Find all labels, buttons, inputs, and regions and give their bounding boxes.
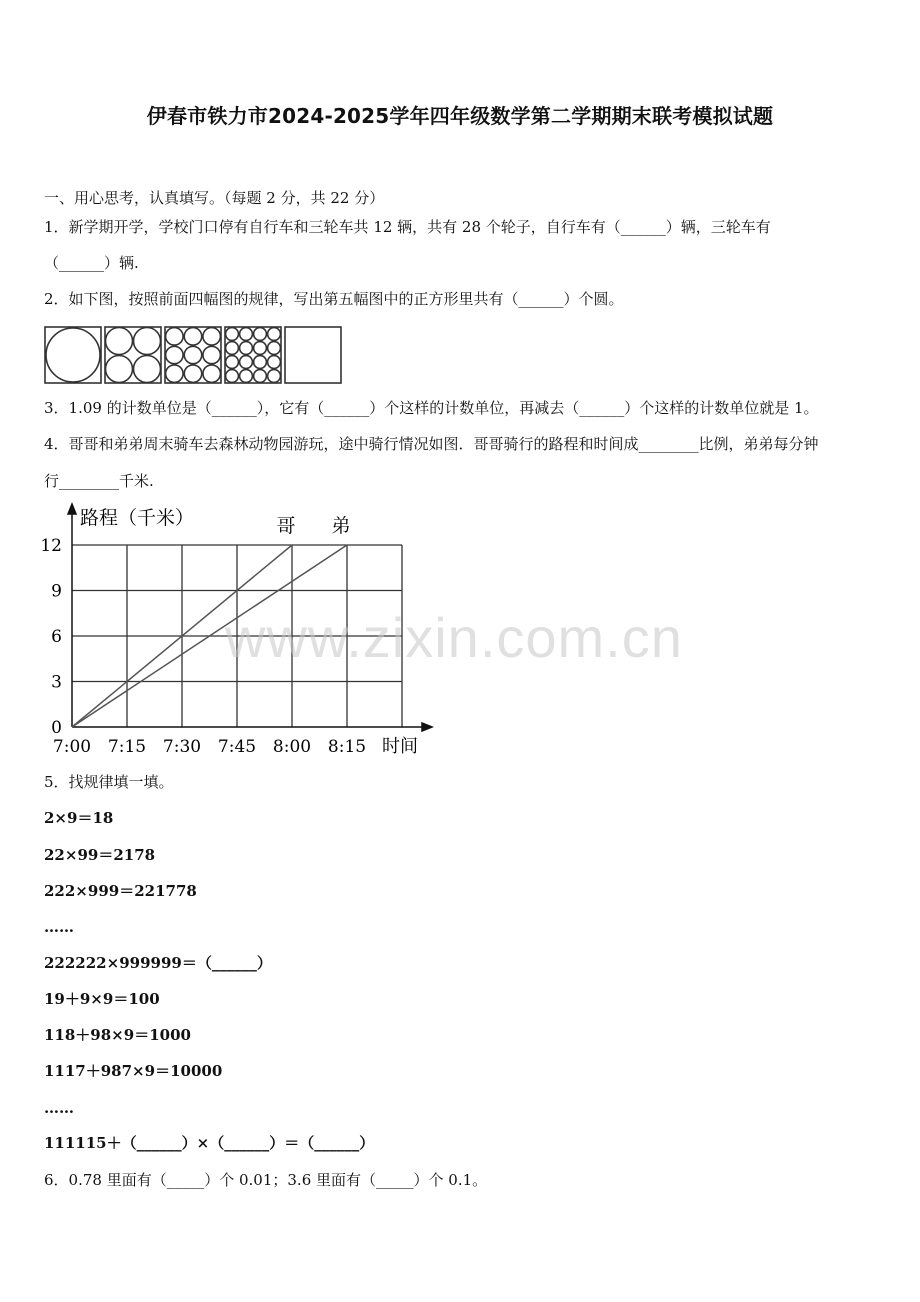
y-axis-arrow xyxy=(68,504,76,514)
question-1-line-1: 1．新学期开学，学校门口停有自行车和三轮车共 12 辆，共有 28 个轮子，自行车有（______）辆，三轮车有 xyxy=(44,218,771,236)
x-tick-label: 7:00 xyxy=(52,737,92,757)
pattern-circle xyxy=(203,328,220,345)
pattern-line: …… xyxy=(44,918,74,936)
pattern-circle xyxy=(240,356,253,369)
x-tick-label: 7:15 xyxy=(107,737,147,757)
pattern-circle xyxy=(226,328,239,341)
pattern-line: 22×99＝2178 xyxy=(44,846,156,864)
x-axis-label: 时间 xyxy=(382,736,418,757)
pattern-circle xyxy=(254,342,267,355)
pattern-circle xyxy=(226,356,239,369)
question-5-heading: 5．找规律填一填。 xyxy=(44,773,174,791)
series-label: 哥 xyxy=(276,515,296,537)
pattern-circle xyxy=(268,328,281,341)
pattern-line: 111115＋（______）×（______）＝（______） xyxy=(44,1134,375,1152)
square-3 xyxy=(165,327,221,383)
pattern-circle xyxy=(254,328,267,341)
pattern-circle xyxy=(184,328,201,345)
watermark: www.zixin.com.cn xyxy=(225,606,683,669)
x-tick-label: 7:30 xyxy=(162,737,202,757)
square-2 xyxy=(105,327,161,383)
x-tick-label: 8:00 xyxy=(272,737,312,757)
pattern-circle xyxy=(268,342,281,355)
pattern-circle xyxy=(166,346,183,363)
section-heading: 一、用心思考，认真填写。（每题 2 分，共 22 分） xyxy=(44,189,385,207)
page-title: 伊春市铁力市2024-2025学年四年级数学第二学期期末联考模拟试题 xyxy=(146,104,774,128)
square-5 xyxy=(285,327,341,383)
x-tick-label: 7:45 xyxy=(217,737,257,757)
y-tick-label: 3 xyxy=(51,672,62,693)
pattern-line: 2×9＝18 xyxy=(44,809,114,827)
pattern-circle xyxy=(268,370,281,383)
pattern-circle xyxy=(240,328,253,341)
y-tick-label: 0 xyxy=(51,718,62,738)
pattern-line: 222×999＝221778 xyxy=(44,882,197,900)
y-tick-label: 12 xyxy=(40,536,62,556)
pattern-line: 19＋9×9＝100 xyxy=(44,990,160,1008)
y-axis-label: 路程（千米） xyxy=(80,507,195,529)
question-2-text: 2．如下图，按照前面四幅图的规律，写出第五幅图中的正方形里共有（______）个圆。 xyxy=(44,290,624,308)
pattern-circle xyxy=(240,370,253,383)
question-4-line-1: 4．哥哥和弟弟周末骑车去森林动物园游玩，途中骑行情况如图．哥哥骑行的路程和时间成________比例，弟弟每分钟 xyxy=(44,435,819,453)
series-label: 弟 xyxy=(331,515,351,537)
pattern-circle xyxy=(226,370,239,383)
y-tick-label: 9 xyxy=(51,581,62,602)
pattern-circle xyxy=(184,365,201,382)
square-1-circle xyxy=(46,328,100,382)
pattern-circle xyxy=(203,365,220,382)
pattern-line: …… xyxy=(44,1099,74,1117)
pattern-circle xyxy=(226,342,239,355)
circle-pattern-figure xyxy=(44,326,344,384)
pattern-line: 1117＋987×9＝10000 xyxy=(44,1062,223,1080)
pattern-circle xyxy=(254,356,267,369)
pattern-circle xyxy=(166,365,183,382)
pattern-circle xyxy=(166,328,183,345)
question-6-text: 6．0.78 里面有（_____）个 0.01；3.6 里面有（_____）个 0.1。 xyxy=(44,1171,488,1189)
y-tick-label: 6 xyxy=(51,627,62,647)
question-1-line-2: （______）辆. xyxy=(44,254,139,272)
pattern-line: 222222×999999＝（______） xyxy=(44,954,272,972)
pattern-circle xyxy=(268,356,281,369)
pattern-circle xyxy=(240,342,253,355)
pattern-circle xyxy=(203,346,220,363)
x-axis-arrow xyxy=(422,723,432,731)
pattern-line: 118＋98×9＝1000 xyxy=(44,1026,191,1044)
pattern-circle xyxy=(184,346,201,363)
pattern-circle xyxy=(254,370,267,383)
question-3-text: 3．1.09 的计数单位是（______），它有（______）个这样的计数单位，再减去（______）个这样的计数单位就是 1。 xyxy=(44,399,819,417)
x-tick-label: 8:15 xyxy=(327,737,367,757)
question-4-line-2: 行________千米. xyxy=(44,472,154,490)
